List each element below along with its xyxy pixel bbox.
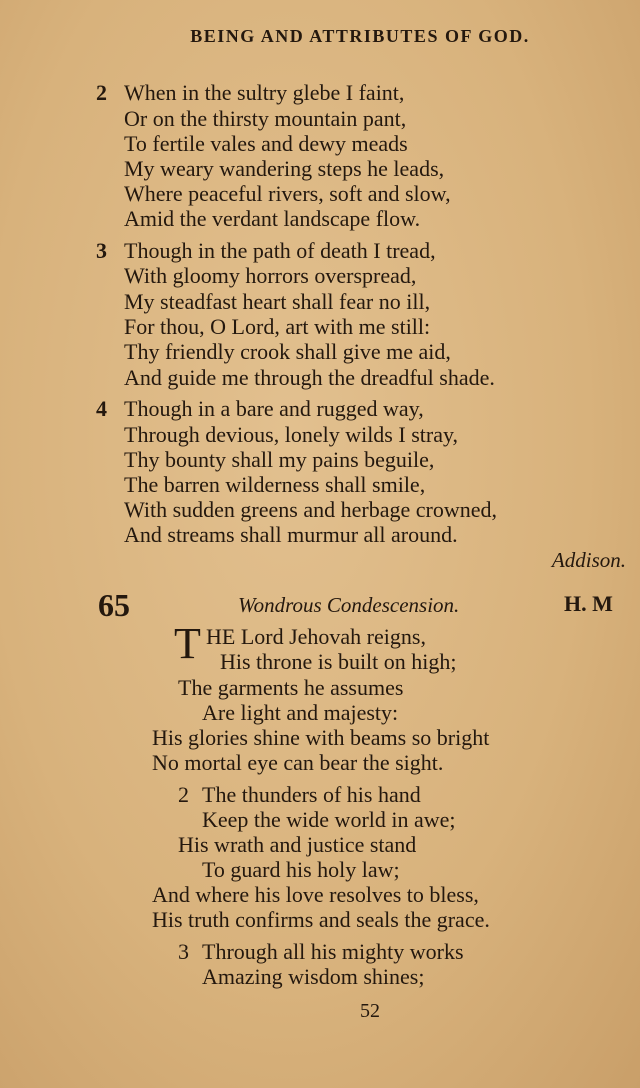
verse-line: And guide me through the dreadful shade. [124, 365, 495, 390]
drop-cap: T [174, 619, 201, 668]
verse-line: His glories shine with beams so bright [152, 725, 490, 750]
author-attribution: Addison. [551, 548, 626, 572]
verse-line: Thy friendly crook shall give me aid, [124, 339, 451, 364]
verse-line: Amid the verdant landscape flow. [124, 206, 421, 231]
verse-line: HE Lord Jehovah reigns, [206, 624, 426, 649]
running-header: BEING AND ATTRIBUTES OF GOD. [190, 26, 530, 46]
verse-line: Are light and majesty: [202, 700, 399, 725]
verse-line: With sudden greens and herbage crowned, [124, 497, 497, 522]
verse-number: 3 [178, 939, 189, 964]
verse-number: 2 [178, 782, 189, 807]
verse-line: Though in a bare and rugged way, [124, 396, 424, 421]
verse-line: His throne is built on high; [220, 649, 457, 674]
verse-line: Though in the path of death I tread, [124, 238, 436, 263]
verse-line: The barren wilderness shall smile, [124, 472, 426, 497]
verse-line: Keep the wide world in awe; [202, 807, 456, 832]
verse-line: No mortal eye can bear the sight. [152, 750, 444, 775]
verse-line: And where his love resolves to bless, [152, 882, 479, 907]
verse-line: Thy bounty shall my pains beguile, [124, 447, 435, 472]
verse-line: To guard his holy law; [202, 857, 400, 882]
verse-line: Where peaceful rivers, soft and slow, [124, 181, 451, 206]
hymn-title: Wondrous Condescension. [238, 593, 460, 617]
verse-line: Amazing wisdom shines; [202, 964, 425, 989]
verse-line: My weary wandering steps he leads, [124, 156, 445, 181]
verse-line: My steadfast heart shall fear no ill, [124, 289, 431, 314]
verse-line: With gloomy horrors overspread, [124, 263, 417, 288]
page-number: 52 [360, 1000, 380, 1022]
verse-line: For thou, O Lord, art with me still: [124, 314, 431, 339]
verse-line: His wrath and justice stand [178, 832, 417, 857]
verse-line: And streams shall murmur all around. [124, 522, 458, 547]
verse-line: Through all his mighty works [202, 939, 464, 964]
verse-number: 3 [96, 238, 107, 263]
hymn-meter: H. M [564, 591, 613, 616]
verse-line: Through devious, lonely wilds I stray, [124, 422, 459, 447]
verse-line: The thunders of his hand [202, 782, 421, 807]
hymn-number: 65 [98, 587, 130, 623]
verse-line: To fertile vales and dewy meads [124, 131, 408, 156]
verse-number: 2 [96, 80, 107, 105]
verse-line: The garments he assumes [178, 675, 404, 700]
verse-line: His truth confirms and seals the grace. [152, 907, 490, 932]
verse-line: When in the sultry glebe I faint, [124, 80, 405, 105]
verse-line: Or on the thirsty mountain pant, [124, 106, 407, 131]
verse-number: 4 [96, 396, 107, 421]
